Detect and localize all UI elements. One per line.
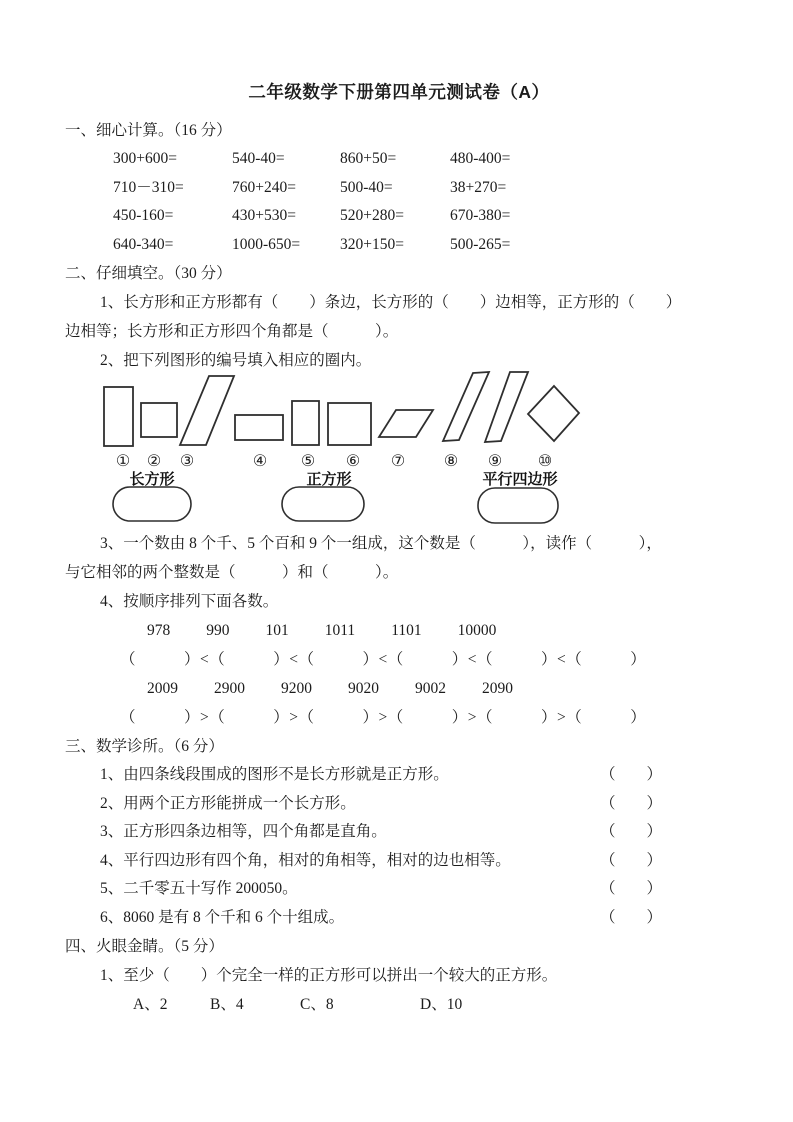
sort-number: 101 xyxy=(265,622,289,639)
answer-oval-rectangle xyxy=(113,487,191,521)
category-label-parallelogram: 平行四边形 xyxy=(482,471,558,488)
sort-number: 2900 xyxy=(214,680,245,697)
shape-number: ⑩ xyxy=(537,453,553,470)
calc-problem: 1000-650= xyxy=(232,235,301,253)
shape-number: ⑨ xyxy=(487,453,503,470)
calc-problem-grid xyxy=(113,145,733,259)
shape-2-rectangle xyxy=(141,403,177,437)
category-label-square: 正方形 xyxy=(306,471,352,488)
answer-blank: （ ） xyxy=(600,880,663,897)
true-false-statement: 4、平行四边形有四个角，相对的角相等，相对的边也相等。 xyxy=(100,851,511,869)
calc-problem: 300+600= xyxy=(113,150,177,167)
sort-number: 10000 xyxy=(457,622,497,639)
shape-number: ⑥ xyxy=(345,453,361,470)
sort-numbers-row-1 xyxy=(147,616,733,645)
shape-number: ⑦ xyxy=(390,453,406,470)
fill-blank-q2: 2、把下列图形的编号填入相应的圈内。 xyxy=(100,352,372,369)
page-title: 二年级数学下册第四单元测试卷（A） xyxy=(248,82,550,102)
answer-oval-parallelogram xyxy=(478,488,558,523)
choice-option-a: A、2 xyxy=(133,996,168,1013)
fill-blank-q3-line1: 3、一个数由 8 个千、5 个百和 9 个一组成，这个数是（ ），读作（ ）， xyxy=(100,535,662,552)
true-false-statement: 1、由四条线段围成的图形不是长方形就是正方形。 xyxy=(100,766,449,783)
true-false-item xyxy=(100,875,733,904)
section-4-heading: 四、火眼金睛。（5 分） xyxy=(65,938,224,955)
true-false-statement: 5、二千零五十写作 200050。 xyxy=(100,880,298,897)
calc-problem: 480-400= xyxy=(450,150,511,167)
shape-9-parallelogram xyxy=(485,372,528,442)
sort-number: 1011 xyxy=(324,622,356,639)
sort-number: 9200 xyxy=(281,680,312,697)
calc-problem: 500-40= xyxy=(340,178,393,196)
shape-1-tall-rectangle xyxy=(104,387,133,446)
shape-number: ④ xyxy=(252,453,268,470)
section-3-heading: 三、数学诊所。（6 分） xyxy=(65,738,224,755)
shape-number: ⑧ xyxy=(443,453,459,470)
shape-7-parallelogram xyxy=(379,410,433,437)
choice-option-d: D、10 xyxy=(420,996,463,1013)
true-false-statement: 2、用两个正方形能拼成一个长方形。 xyxy=(100,794,356,812)
category-label-rectangle: 长方形 xyxy=(129,471,175,488)
answer-blank: （ ） xyxy=(600,794,663,812)
true-false-item xyxy=(100,818,733,847)
shape-number: ⑤ xyxy=(300,453,316,470)
section-1-heading: 一、细心计算。（16 分） xyxy=(65,122,232,139)
true-false-item xyxy=(100,904,733,933)
answer-oval-square xyxy=(282,487,364,521)
calc-problem: 860+50= xyxy=(340,150,397,167)
sort-number: 978 xyxy=(147,622,171,639)
sort-number: 2009 xyxy=(147,680,178,697)
sort-number: 2090 xyxy=(482,680,513,697)
true-false-item xyxy=(100,847,733,876)
sort-numbers-row-2 xyxy=(147,674,733,703)
shape-6-square xyxy=(328,403,371,445)
answer-blank: （ ） xyxy=(600,766,663,783)
choice-option-b: B、4 xyxy=(210,996,244,1013)
shapes-figure xyxy=(101,367,601,529)
true-false-statement: 3、正方形四条边相等，四个角都是直角。 xyxy=(100,823,387,840)
shape-8-parallelogram xyxy=(443,372,489,441)
calc-problem: 430+530= xyxy=(232,207,296,224)
sort-number: 1101 xyxy=(391,622,422,639)
answer-blank: （ ） xyxy=(600,908,663,926)
calc-problem: 38+270= xyxy=(450,178,507,196)
true-false-item xyxy=(100,761,733,790)
shape-number: ② xyxy=(146,453,162,470)
calc-problem: 500-265= xyxy=(450,235,511,253)
true-false-statement: 6、8060 是有 8 个千和 6 个十组成。 xyxy=(100,908,345,926)
fill-blank-q1-line1: 1、长方形和正方形都有（ ）条边，长方形的（ ）边相等，正方形的（ ） xyxy=(100,294,682,311)
calc-problem: 670-380= xyxy=(450,207,511,224)
sort-number: 9020 xyxy=(348,680,379,697)
calc-problem: 520+280= xyxy=(340,207,404,224)
shape-4-rectangle xyxy=(235,415,283,440)
true-false-item xyxy=(100,790,733,819)
choice-options-row xyxy=(133,990,733,1019)
shape-number: ① xyxy=(115,453,131,470)
choice-option-c: C、8 xyxy=(300,996,334,1013)
answer-blank: （ ） xyxy=(600,851,663,869)
fill-blank-q4: 4、按顺序排列下面各数。 xyxy=(100,593,279,610)
descending-compare-blanks: （ ）>（ ）>（ ）>（ ）>（ ）>（ ） xyxy=(120,709,647,726)
fill-blank-q1-line2: 边相等；长方形和正方形四个角都是（ ）。 xyxy=(65,323,399,340)
choice-question: 1、至少（ ）个完全一样的正方形可以拼出一个较大的正方形。 xyxy=(100,967,558,984)
shape-number: ③ xyxy=(179,453,195,470)
section-2-heading: 二、仔细填空。（30 分） xyxy=(65,265,232,282)
sort-number: 9002 xyxy=(415,680,446,697)
calc-problem: 710－310= xyxy=(113,178,184,196)
calc-problem: 640-340= xyxy=(113,235,174,253)
sort-number: 990 xyxy=(206,622,230,639)
calc-problem: 760+240= xyxy=(232,178,296,196)
shape-5-rectangle xyxy=(292,401,319,445)
fill-blank-q3-line2: 与它相邻的两个整数是（ ）和（ ）。 xyxy=(65,564,399,581)
calc-problem: 540-40= xyxy=(232,150,285,167)
shape-10-diamond xyxy=(528,386,579,441)
shape-3-parallelogram xyxy=(180,376,234,445)
calc-problem: 450-160= xyxy=(113,207,174,224)
answer-blank: （ ） xyxy=(600,823,663,840)
calc-problem: 320+150= xyxy=(340,235,404,253)
ascending-compare-blanks: （ ）<（ ）<（ ）<（ ）<（ ）<（ ） xyxy=(120,651,647,668)
